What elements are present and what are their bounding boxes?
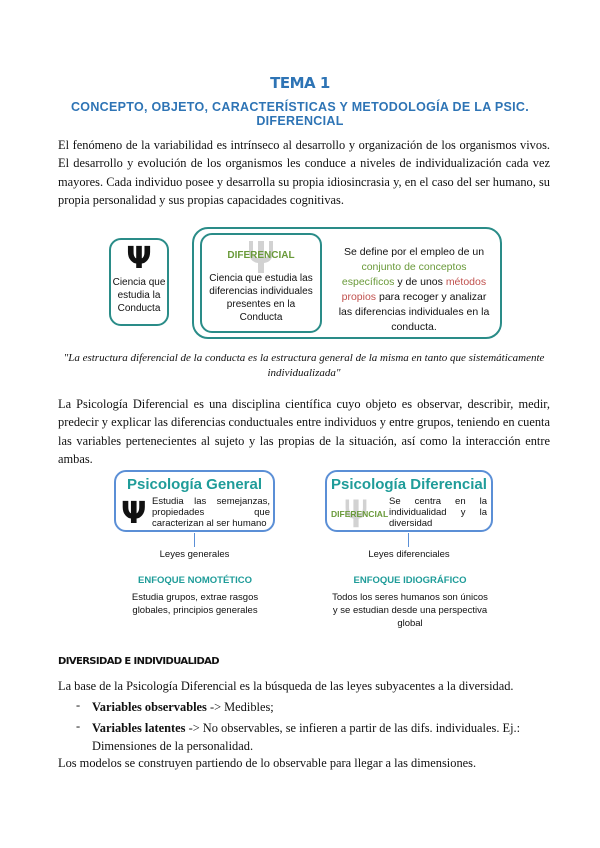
general-psychology-box <box>114 470 275 532</box>
arrow-down-icon <box>194 533 195 547</box>
idiographic-desc: Todos los seres humanos son únicos y se estudian desde una perspectiva global <box>332 592 488 629</box>
differential-text: Se centra en la individualidad y la diversidad <box>389 496 487 529</box>
list-item: Variables observables -> Medibles; <box>92 700 274 714</box>
list-bullet: - <box>76 719 81 733</box>
general-laws: Leyes generales <box>159 549 230 560</box>
general-text: Estudia las semejanzas, propiedades que caracterizan al ser humano <box>152 496 270 529</box>
psi-icon: Ψ <box>126 241 152 276</box>
idiographic-approach: ENFOQUE IDIOGRÁFICO <box>353 575 467 586</box>
psychology-text: Ciencia que estudia la Conducta <box>112 277 166 314</box>
differential-title: Psicología Diferencial <box>331 476 487 493</box>
models-paragraph: Los modelos se construyen partiendo de lo observable para llegar a las dimensiones. <box>58 756 477 770</box>
page-title: TEMA 1 <box>270 74 330 92</box>
nomothetic-desc: Estudia grupos, extrae rasgos globales, principios generales <box>131 592 259 616</box>
psychology-box <box>109 238 169 326</box>
diversity-paragraph: La base de la Psicología Diferencial es la búsqueda de las leyes subyacentes a la diversidad. <box>58 679 514 693</box>
list-item: Variables latentes -> No observables, se infieren a partir de las difs. individuales. Ej.: Dimensiones de la personalidad. <box>92 721 521 753</box>
section-heading: DIVERSIDAD E INDIVIDUALIDAD <box>58 656 220 667</box>
definition-text: Se define por el empleo de un conjunto de conceptos específicos y de unos métodos propios para recoger y analizar las diferencias individuales en la conducta. <box>338 246 490 333</box>
definition-paragraph: La Psicología Diferencial es una disciplina científica cuyo objeto es observar, describir, medir, predecir y explicar las diferencias conductuales entre individuos y entre grupos, teniendo en cuenta las variables pertenecientes al sujeto y las propias de la situación, así como la interacción entre ambas. <box>58 397 550 466</box>
intro-paragraph: El fenómeno de la variabilidad es intrínseco al desarrollo y organización de los organismos vivos. El desarrollo y evolución de los organismos les conduce a niveles de individualización cada vez mayores. Cada individuo posee y desarrolla su propia idiosincrasia y, en el caso del ser humano, su propia personalidad y sus propias capacidades cognitivas. <box>58 138 550 207</box>
differential-inner-box <box>200 233 322 333</box>
nomothetic-approach: ENFOQUE NOMOTÉTICO <box>138 575 252 586</box>
differential-label: DIFERENCIAL <box>227 250 295 261</box>
differential-laws: Leyes diferenciales <box>368 549 450 560</box>
list-bullet: - <box>76 698 81 712</box>
differential-text: Ciencia que estudia las diferencias individuales presentes en la Conducta <box>209 273 313 323</box>
differential-outer-box <box>192 227 502 339</box>
arrow-down-icon <box>408 533 409 547</box>
differential-psychology-box <box>325 470 493 532</box>
psi-icon: Ψ <box>121 496 147 531</box>
general-title: Psicología General <box>126 476 263 493</box>
differential-label: DIFERENCIAL <box>331 509 389 519</box>
quote: "La estructura diferencial de la conducta es la estructura general de la misma en tanto que sistemáticamente individualizada" <box>63 352 545 379</box>
page-subtitle: CONCEPTO, OBJETO, CARACTERÍSTICAS Y METODOLOGÍA DE LA PSIC. DIFERENCIAL <box>70 100 530 128</box>
